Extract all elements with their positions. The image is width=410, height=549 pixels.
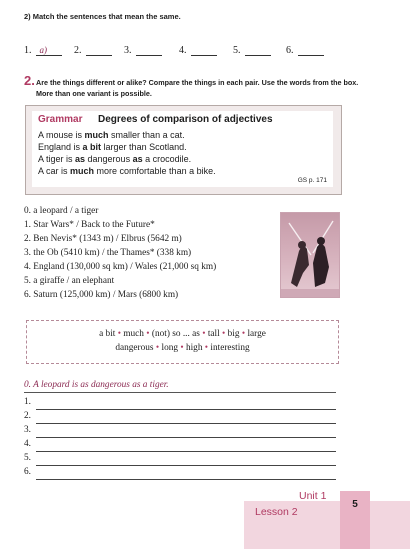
word-option: dangerous [115,343,154,353]
grammar-example [38,130,185,140]
grammar-text: A tiger is [38,154,76,164]
answer-line-number: 5. [24,453,31,463]
exercise-instruction: Are the things different or alike? Compare the things in each pair. Use the words from the box. More than one variant is possible. [36,78,359,98]
word-box [26,320,339,364]
answer-line[interactable] [24,440,336,452]
grammar-text: a crocodile. [142,154,192,164]
match-answer-blank[interactable] [86,45,112,56]
word-option: a bit [99,329,116,339]
match-item [179,45,217,56]
page-number-tab [340,491,370,549]
bullet-separator: • [155,343,160,353]
fighter-left [291,246,309,287]
bullet-separator: • [180,343,184,353]
lesson-label: Lesson 2 [255,506,298,518]
grammar-example [38,142,187,152]
word-option: much [123,329,144,339]
match-answer-blank[interactable] [245,45,271,56]
answer-line-number: 6. [24,467,31,477]
grammar-text: larger than Scotland. [101,142,187,152]
bullet-separator: • [202,329,206,339]
comparison-pair: 6. Saturn (125,000 km) / Mars (6800 km) [24,290,179,300]
match-exercise-title: 2) Match the sentences that mean the same. [24,12,181,21]
match-item-number: 1. [24,45,32,56]
grammar-reference: GS p. 171 [297,177,327,184]
match-item-number: 3. [124,45,132,56]
comparison-pair: 0. a leopard / a tiger [24,206,99,216]
comparison-pair: 5. a giraffe / an elephant [24,276,115,286]
grammar-text: A car is [38,166,71,176]
answer-line-number: 2. [24,411,31,421]
match-item [233,45,271,56]
grammar-keyword: as [132,154,143,164]
bullet-separator: • [146,329,150,339]
match-item-number: 2. [74,45,82,56]
answer-line-number: 1. [24,397,31,407]
answer-line[interactable] [24,454,336,466]
match-answer-blank[interactable] [136,45,162,56]
comparison-pair: 1. Star Wars* / Back to the Future* [24,220,155,230]
word-option: long [161,343,179,353]
grammar-text: dangerous [85,154,133,164]
match-answer-blank[interactable] [36,45,62,56]
answer-line[interactable] [24,412,336,424]
word-box-row [27,329,338,339]
comparison-pair: 3. the Ob (5410 km) / the Thames* (338 km) [24,248,192,258]
example-answer: 0. A leopard is as dangerous as a tiger. [24,380,336,393]
grammar-keyword: much [84,130,109,140]
bullet-separator: • [241,329,246,339]
match-item [124,45,162,56]
grammar-keyword: a bit [82,142,102,152]
answer-line[interactable] [24,426,336,438]
word-option: interesting [210,343,250,353]
word-option: (not) so ... as [151,329,200,339]
match-answer-blank[interactable] [191,45,217,56]
grammar-keyword: much [70,166,95,176]
unit-label: Unit 1 [299,490,327,502]
answer-line-number: 4. [24,439,31,449]
bullet-separator: • [117,329,121,339]
match-item [74,45,112,56]
grammar-box-inner [32,111,333,187]
match-item [24,45,62,56]
grammar-example [38,166,216,176]
match-answer-text: a) [39,45,47,55]
grammar-title: Degrees of comparison of adjectives [98,114,273,125]
word-box-row [27,343,338,353]
word-option: tall [207,329,220,339]
bullet-separator: • [222,329,226,339]
match-item-number: 5. [233,45,241,56]
grammar-text: England is [38,142,83,152]
grammar-keyword: as [75,154,86,164]
jedi-duel-illustration [281,213,339,297]
grammar-box [25,105,342,195]
word-option: large [247,329,266,339]
match-item-number: 6. [286,45,294,56]
match-answer-row [24,45,364,59]
grammar-text: more comfortable than a bike. [94,166,216,176]
answer-line[interactable] [24,468,336,480]
match-item-number: 4. [179,45,187,56]
grammar-example [38,154,191,164]
grammar-text: smaller than a cat. [108,130,185,140]
answer-line[interactable] [24,398,336,410]
grammar-label: Grammar [38,114,83,125]
answer-line-number: 3. [24,425,31,435]
bullet-separator: • [204,343,209,353]
word-option: big [227,329,240,339]
word-option: high [185,343,203,353]
match-answer-blank[interactable] [298,45,324,56]
comparison-pair: 4. England (130,000 sq km) / Wales (21,000 sq km) [24,262,217,272]
match-item [286,45,324,56]
jedi-duel-photo [280,212,340,298]
exercise-number: 2. [24,73,35,88]
comparison-pair: 2. Ben Nevis* (1343 m) / Elbrus (5642 m) [24,234,182,244]
grammar-text: A mouse is [38,130,85,140]
page-number: 5 [352,499,358,510]
